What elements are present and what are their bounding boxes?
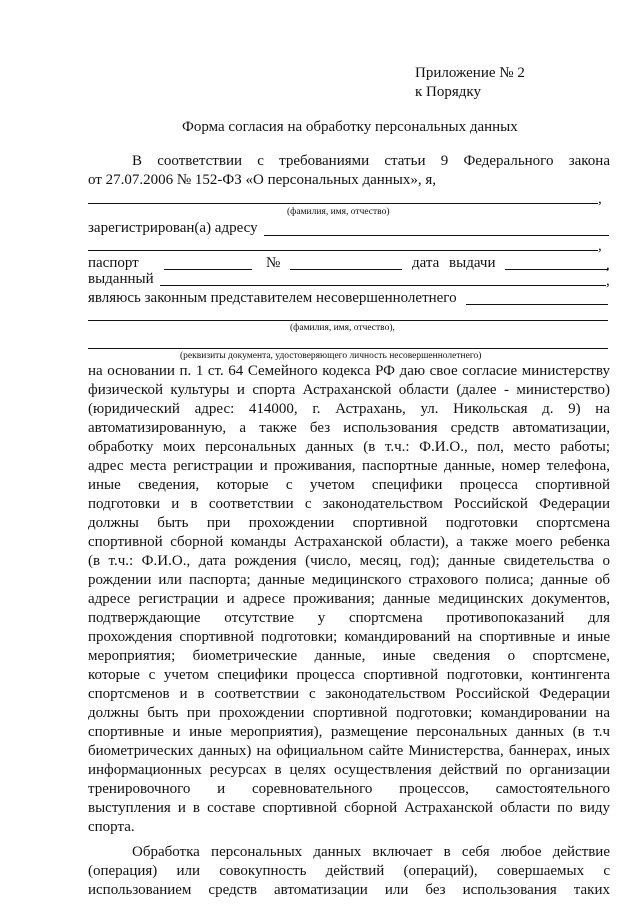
fio-comma: , xyxy=(598,191,602,207)
registered-address-blank-2[interactable] xyxy=(88,250,598,251)
fio-blank-line[interactable] xyxy=(88,203,598,204)
body-last-line: спорта. xyxy=(88,819,135,835)
body-line: тренировочного и соревновательного процессов, самостоятельного xyxy=(88,781,610,797)
intro-line-1: В соответствии с требованиями статьи 9 Федерального закона xyxy=(132,153,610,169)
child-document-blank[interactable] xyxy=(88,348,608,349)
registered-comma: , xyxy=(598,238,602,254)
body-line: должны быть при прохождении спортивной подготовки; командировании на xyxy=(88,705,610,721)
body-line: (юридический адрес: 414000, г. Астрахань, ул. Никольская д. 9) на xyxy=(88,401,610,417)
body-line: обработку моих персональных данных (в т.ч.: Ф.И.О., пол, место работы; xyxy=(88,439,610,455)
body-line: выступления и в составе спортивной сборной Астраханской области по виду xyxy=(88,800,610,816)
para2-line: Обработка персональных данных включает в себя любое действие xyxy=(132,844,610,860)
representative-blank[interactable] xyxy=(466,304,608,305)
body-line: спортивные и иные мероприятия), размещение персональных данных (в т.ч xyxy=(88,724,610,740)
registered-address-blank[interactable] xyxy=(264,235,609,236)
issued-by-label: выданный xyxy=(88,271,154,287)
body-line: подтверждающие отсутствие у спортсмена противопоказаний для xyxy=(88,610,610,626)
body-line: должны быть при прохождении спортивной подготовки спортсмена xyxy=(88,515,610,531)
body-line: иные сведения, которые с учетом специфики процесса спортивной xyxy=(88,477,610,493)
body-line: адресе регистрации и адресе проживания; данные медицинских документов, xyxy=(88,591,610,607)
representative-label: являюсь законным представителем несовершеннолетнего xyxy=(88,290,457,306)
intro-line-2: от 27.07.2006 № 152-ФЗ «О персональных данных», я, xyxy=(88,172,437,188)
body-line: подготовки и в соответствии с законодательством Российской Федерации xyxy=(88,496,610,512)
body-line: на основании п. 1 ст. 64 Семейного кодекса РФ даю свое согласие министерству xyxy=(88,363,610,379)
document-title: Форма согласия на обработку персональных данных xyxy=(182,119,518,135)
issued-by-comma: , xyxy=(606,273,610,289)
child-fio-blank[interactable] xyxy=(88,320,608,321)
body-line: спортсменов и в соответствии с законодательством Российской Федерации xyxy=(88,686,610,702)
issued-by-blank[interactable] xyxy=(160,285,606,286)
appendix-line-1: Приложение № 2 xyxy=(415,65,525,81)
body-line: спортивной сборной команды Астраханской области), а также моего ребенка xyxy=(88,534,610,550)
fio-caption: (фамилия, имя, отчество) xyxy=(287,207,390,217)
body-line: адрес места регистрации и проживания, паспортные данные, номер телефона, xyxy=(88,458,610,474)
body-line: рождении или паспорта; данные медицинского страхового полиса; данные об xyxy=(88,572,610,588)
child-document-caption: (реквизиты документа, удостоверяющего личность несовершеннолетнего) xyxy=(180,351,482,361)
body-line: мероприятия; биометрические данные, иные сведения о спортсмене, xyxy=(88,648,610,664)
body-line: биометрических данных) на официальном сайте Министерства, баннерах, иных xyxy=(88,743,610,759)
child-fio-caption: (фамилия, имя, отчество), xyxy=(290,323,395,333)
passport-label: паспорт xyxy=(88,255,139,271)
body-line: (в т.ч.: Ф.И.О., дата рождения (число, месяц, год); данные свидетельства о xyxy=(88,553,610,569)
para2-line: использованием средств автоматизации или без использования таких xyxy=(88,882,610,898)
passport-number-blank[interactable] xyxy=(290,269,402,270)
body-line: которые с учетом специфики процесса спортивной подготовки, контингента xyxy=(88,667,610,683)
body-line: прохождения спортивной подготовки; командирований на спортивные и иные xyxy=(88,629,610,645)
issue-date-blank[interactable] xyxy=(505,269,608,270)
registered-label: зарегистрирован(а) адресу xyxy=(88,220,258,236)
passport-number-sign: № xyxy=(266,255,281,271)
passport-series-blank[interactable] xyxy=(164,269,252,270)
body-line: физической культуры и спорта Астраханской области (далее - министерство) xyxy=(88,382,610,398)
body-line: автоматизированную, а также без использования средств автоматизации, xyxy=(88,420,610,436)
passport-comma: , xyxy=(606,257,610,273)
para2-line: (операция) или совокупность действий (операций), совершаемых с xyxy=(88,863,610,879)
body-line: информационных ресурсах в целях осуществления действий по организации xyxy=(88,762,610,778)
issue-date-label: дата выдачи xyxy=(412,255,496,271)
appendix-line-2: к Порядку xyxy=(415,84,481,100)
